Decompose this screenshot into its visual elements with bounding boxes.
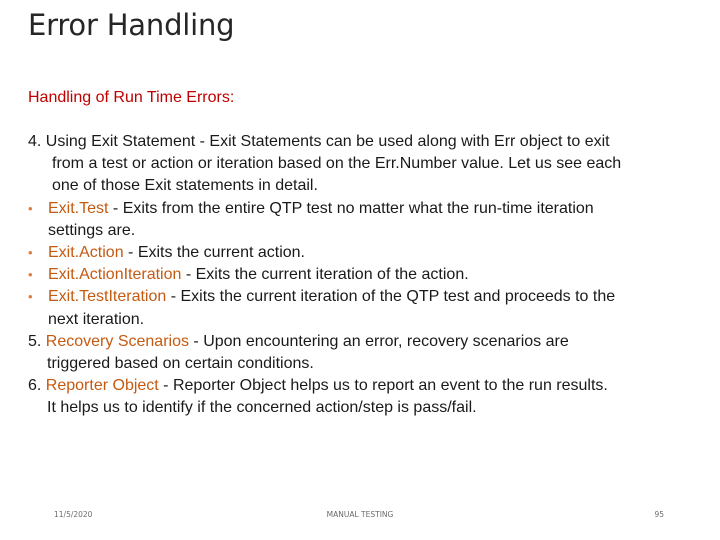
item-6-line-1: [28, 375, 708, 397]
keyword-exit-action-iteration: Exit.ActionIteration: [48, 266, 182, 284]
item-5-text: - Upon encountering an error, recovery scenarios are: [188, 332, 569, 350]
bullet-dot-icon: •: [28, 245, 33, 261]
bullet-exit-action: [28, 242, 708, 264]
bullet-exit-test-iteration: [28, 286, 708, 308]
item-5-line-2: triggered based on certain conditions.: [47, 355, 314, 373]
item-6-number: 6.: [28, 377, 46, 395]
bullet-text: - Exits the current iteration of the QTP test and proceeds to the: [166, 288, 616, 306]
item-5-number: 5.: [28, 332, 46, 350]
item-5-line-1: [28, 331, 708, 353]
bullet-text: - Exits from the entire QTP test no matter what the run-time iteration: [108, 199, 594, 217]
footer-page-number: 95: [654, 510, 664, 519]
item-4-line-2: from a test or action or iteration based on the Err.Number value. Let us see each: [52, 155, 622, 173]
bullet-exit-action-iteration: [28, 264, 708, 286]
footer-date: 11/5/2020: [54, 510, 93, 519]
item-4-line-3: one of those Exit statements in detail.: [52, 177, 318, 195]
bullet-text: - Exits the current action.: [123, 244, 305, 262]
item-6-line-2: It helps us to identify if the concerned action/step is pass/fail.: [47, 399, 477, 417]
bullet-dot-icon: •: [28, 289, 33, 305]
bullet-exit-test-line-2: settings are.: [48, 221, 136, 239]
slide-title: Error Handling: [28, 8, 235, 42]
bullet-dot-icon: •: [28, 267, 33, 283]
keyword-exit-test: Exit.Test: [48, 199, 109, 217]
footer-title: MANUAL TESTING: [326, 510, 394, 519]
bullet-exit-test: [28, 198, 708, 220]
bullet-text: - Exits the current iteration of the action.: [181, 266, 469, 284]
item-4-line-1: 4. Using Exit Statement - Exit Statements can be used along with Err object to exit: [28, 133, 610, 150]
keyword-exit-test-iteration: Exit.TestIteration: [48, 288, 167, 306]
keyword-exit-action: Exit.Action: [48, 244, 124, 262]
bullet-dot-icon: •: [28, 200, 33, 216]
bullet-exit-test-iteration-line-2: next iteration.: [48, 310, 145, 328]
keyword-reporter-object: Reporter Object: [45, 377, 159, 395]
content-body: [28, 131, 708, 420]
item-6-text: - Reporter Object helps us to report an event to the run results.: [158, 377, 608, 395]
keyword-recovery-scenarios: Recovery Scenarios: [45, 332, 189, 350]
section-subtitle: Handling of Run Time Errors:: [28, 89, 235, 106]
